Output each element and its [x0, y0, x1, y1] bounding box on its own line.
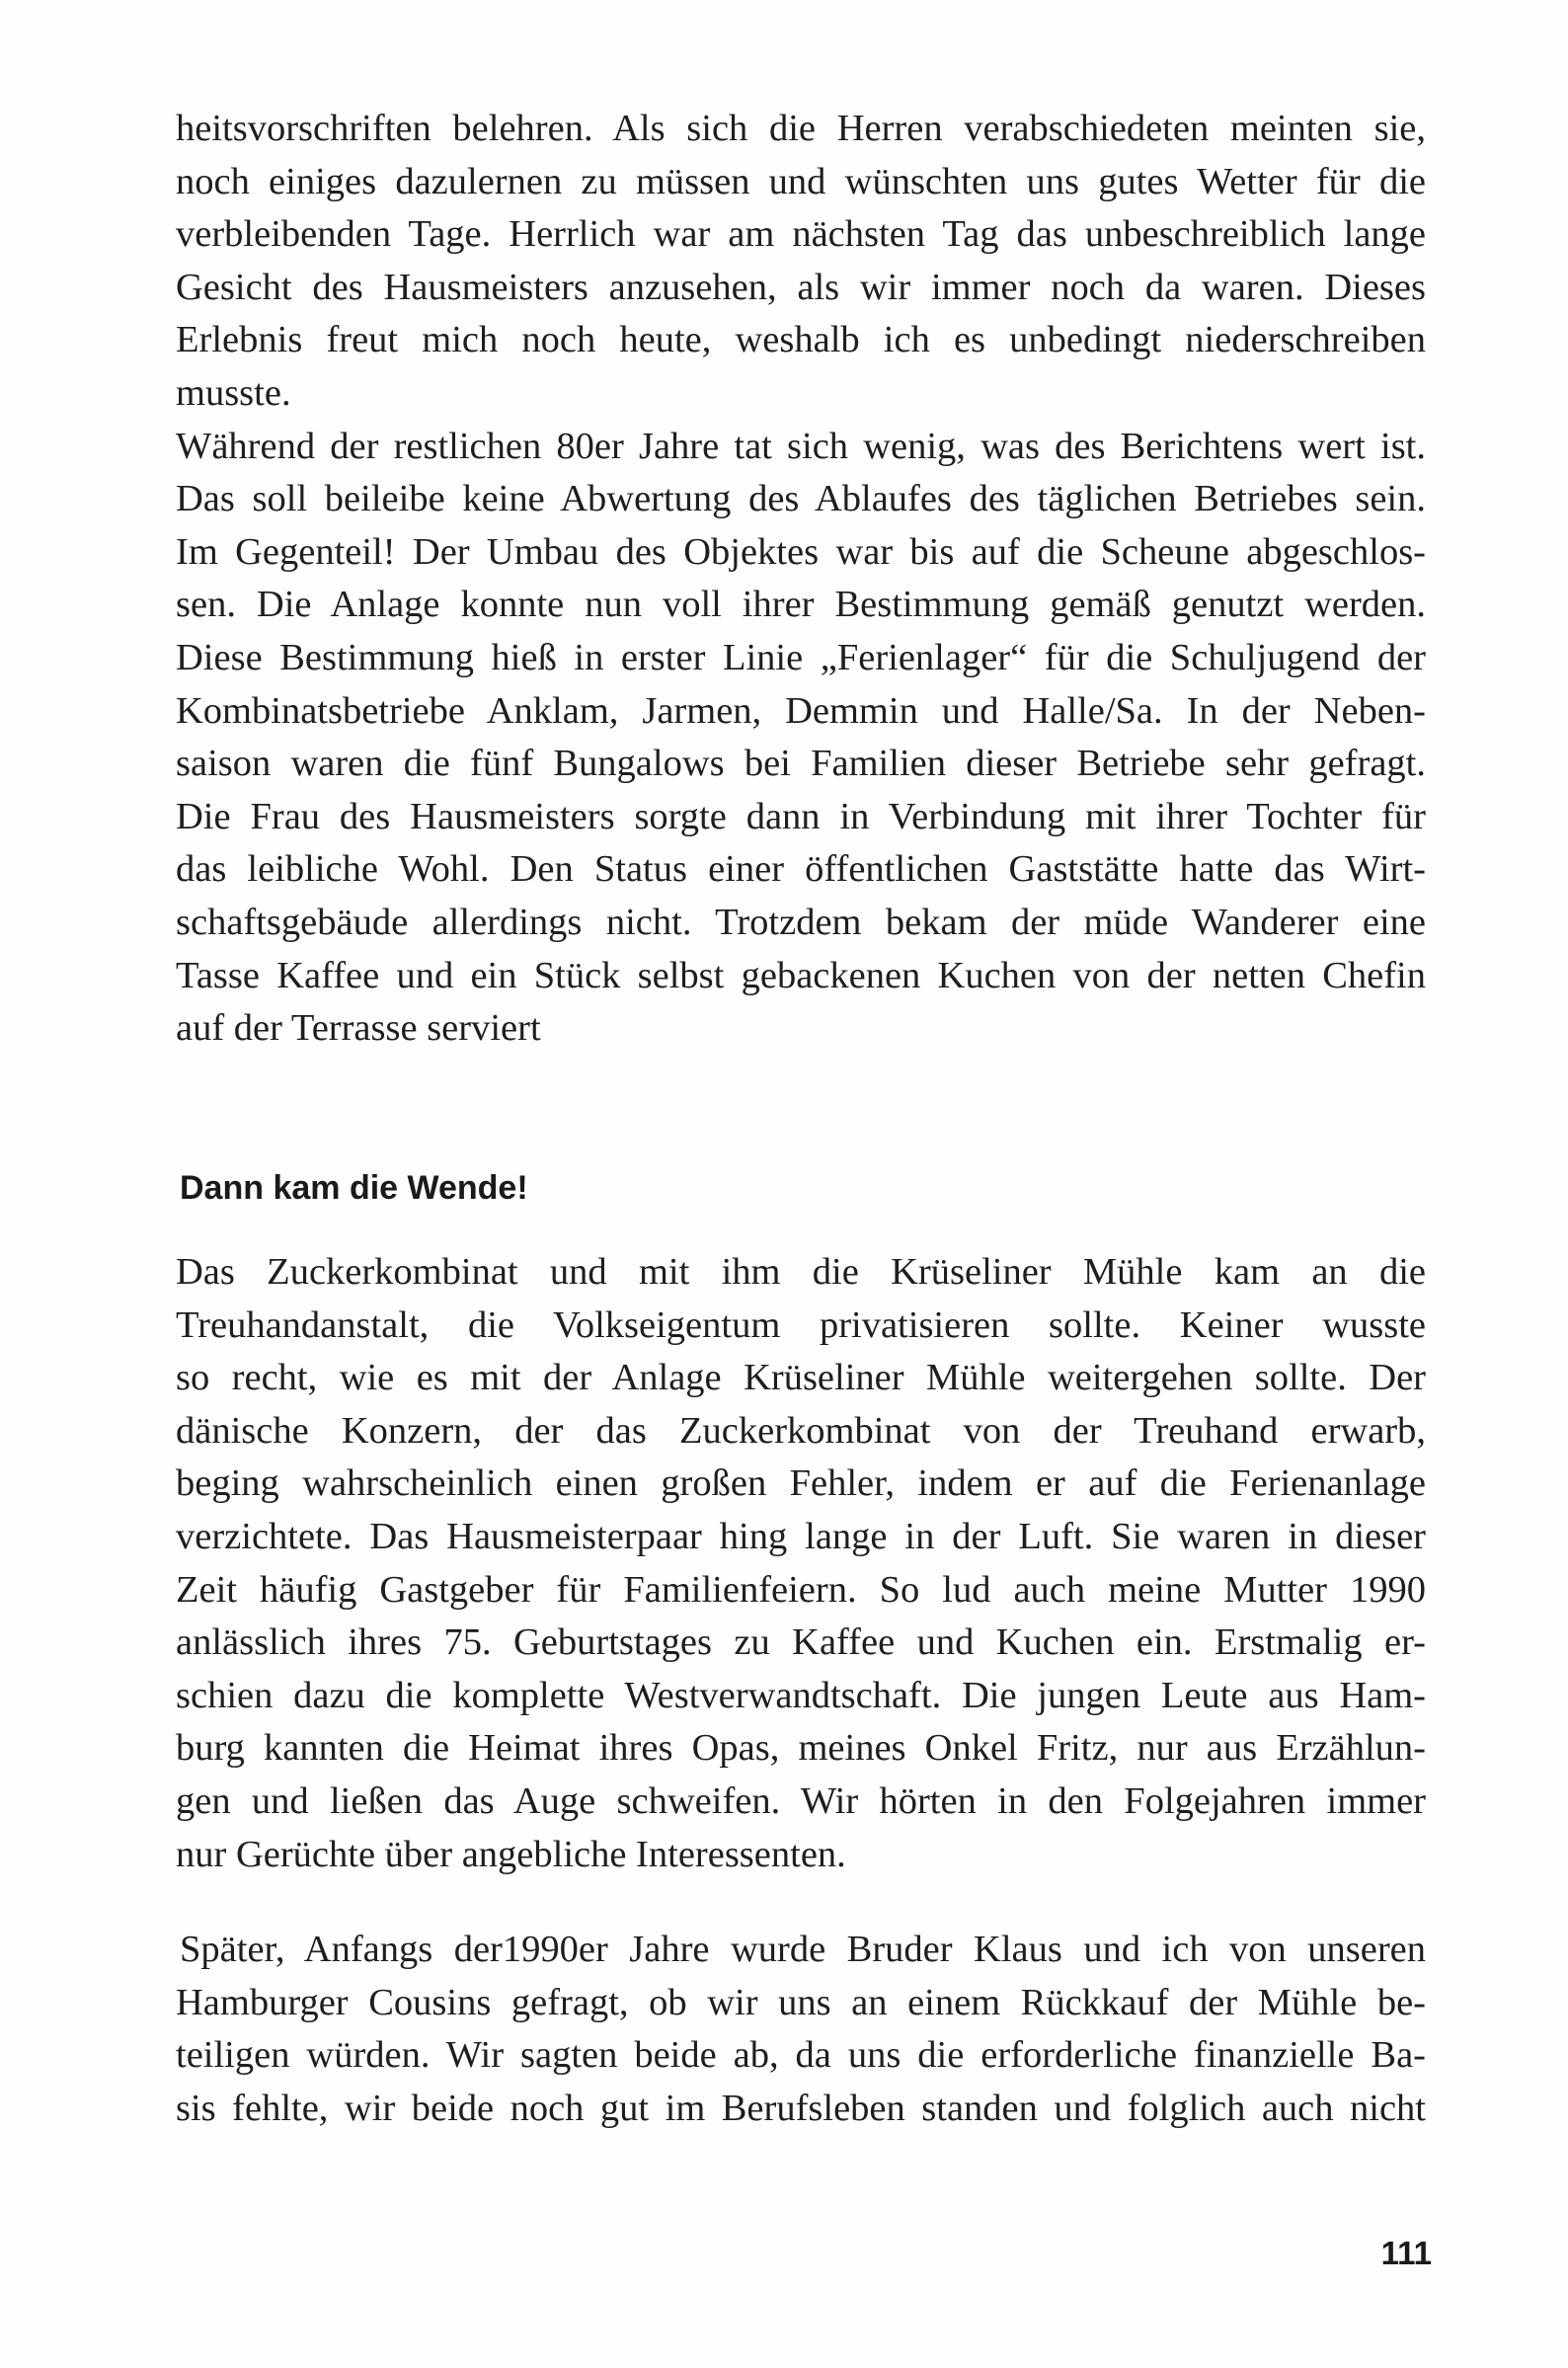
text-line: saison waren die fünf Bungalows bei Familien dieser Betriebe sehr gefragt. [176, 743, 1426, 785]
text-line: Hamburger Cousins gefragt, ob wir uns an einem Rückkauf der Mühle be- [176, 1981, 1426, 2023]
text-line: Erlebnis freut mich noch heute, weshalb ich es unbedingt niederschreiben [176, 319, 1426, 361]
text-line: auf der Terrasse serviert [176, 1007, 541, 1050]
text-line: schaftsgebäude allerdings nicht. Trotzdem bekam der müde Wanderer eine [176, 901, 1426, 943]
text-line: Zeit häufig Gastgeber für Familienfeiern. So lud auch meine Mutter 1990 [176, 1568, 1426, 1611]
text-line: noch einiges dazulernen zu müssen und wünschten uns gutes Wetter für die [176, 160, 1426, 202]
text-line: Das soll beileibe keine Abwertung des Ablaufes des täglichen Betriebes sein. [176, 478, 1426, 520]
text-line: gen und ließen das Auge schweifen. Wir hörten in den Folgejahren immer [176, 1779, 1426, 1822]
text-line: Die Frau des Hausmeisters sorgte dann in Verbindung mit ihrer Tochter für [176, 795, 1426, 837]
text-line: sis fehlte, wir beide noch gut im Berufsleben standen und folglich auch nicht [176, 2087, 1426, 2129]
text-block-upper [176, 103, 1426, 1056]
text-line: nur Gerüchte über angebliche Interessenten. [176, 1833, 846, 1875]
text-line: Später, Anfangs der1990er Jahre wurde Bruder Klaus und ich von unseren [180, 1929, 1426, 1970]
text-line: Kombinatsbetriebe Anklam, Jarmen, Demmin und Halle/Sa. In der Neben- [176, 689, 1426, 732]
text-line: Während der restlichen 80er Jahre tat sich wenig, was des Berichtens wert ist. [176, 425, 1426, 467]
text-line: Diese Bestimmung hieß in erster Linie „Ferienlager“ für die Schuljugend der [176, 636, 1426, 678]
paragraph-eighties [176, 421, 1426, 1056]
text-line: verzichtete. Das Hausmeisterpaar hing lange in der Luft. Sie waren in dieser [176, 1515, 1426, 1557]
paragraph-continued [176, 103, 1426, 421]
text-block-wende [176, 1246, 1426, 1881]
paragraph-rueckkauf [176, 1924, 1426, 2135]
text-block-lower [176, 1924, 1426, 2135]
page-number: 111 [1380, 2235, 1432, 2271]
text-line: anlässlich ihres 75. Geburtstages zu Kaffee und Kuchen ein. Erstmalig er- [176, 1621, 1426, 1664]
text-line: Tasse Kaffee und ein Stück selbst gebackenen Kuchen von der netten Chefin [176, 954, 1426, 996]
text-line: sen. Die Anlage konnte nun voll ihrer Bestimmung gemäß genutzt werden. [176, 584, 1426, 626]
text-line: beging wahrscheinlich einen großen Fehler, indem er auf die Ferienanlage [176, 1462, 1426, 1505]
text-line: so recht, wie es mit der Anlage Krüseliner Mühle weitergehen sollte. Der [176, 1357, 1426, 1399]
text-line: teiligen würden. Wir sagten beide ab, da uns die erforderliche finanzielle Ba- [176, 2034, 1426, 2077]
text-line: heitsvorschriften belehren. Als sich die Herren verabschiedeten meinten sie, [176, 108, 1426, 149]
text-line: verbleibenden Tage. Herrlich war am nächsten Tag das unbeschreiblich lange [176, 213, 1426, 256]
text-line: das leibliche Wohl. Den Status einer öffentlichen Gaststätte hatte das Wirt- [176, 848, 1426, 891]
text-line: Das Zuckerkombinat und mit ihm die Krüseliner Mühle kam an die [176, 1251, 1426, 1293]
text-line: dänische Konzern, der das Zuckerkombinat von der Treuhand erwarb, [176, 1409, 1426, 1452]
text-line: Gesicht des Hausmeisters anzusehen, als wir immer noch da waren. Dieses [176, 266, 1426, 308]
text-line: Treuhandanstalt, die Volkseigentum privatisieren sollte. Keiner wusste [176, 1303, 1426, 1346]
section-heading: Dann kam die Wende! [180, 1169, 528, 1207]
text-line: Im Gegenteil! Der Umbau des Objektes war bis auf die Scheune abgeschlos- [176, 530, 1426, 573]
text-line: burg kannten die Heimat ihres Opas, meines Onkel Fritz, nur aus Erzählun- [176, 1727, 1426, 1770]
text-line: musste. [176, 371, 291, 414]
text-line: schien dazu die komplette Westverwandtschaft. Die jungen Leute aus Ham- [176, 1674, 1426, 1716]
paragraph-wende [176, 1246, 1426, 1881]
